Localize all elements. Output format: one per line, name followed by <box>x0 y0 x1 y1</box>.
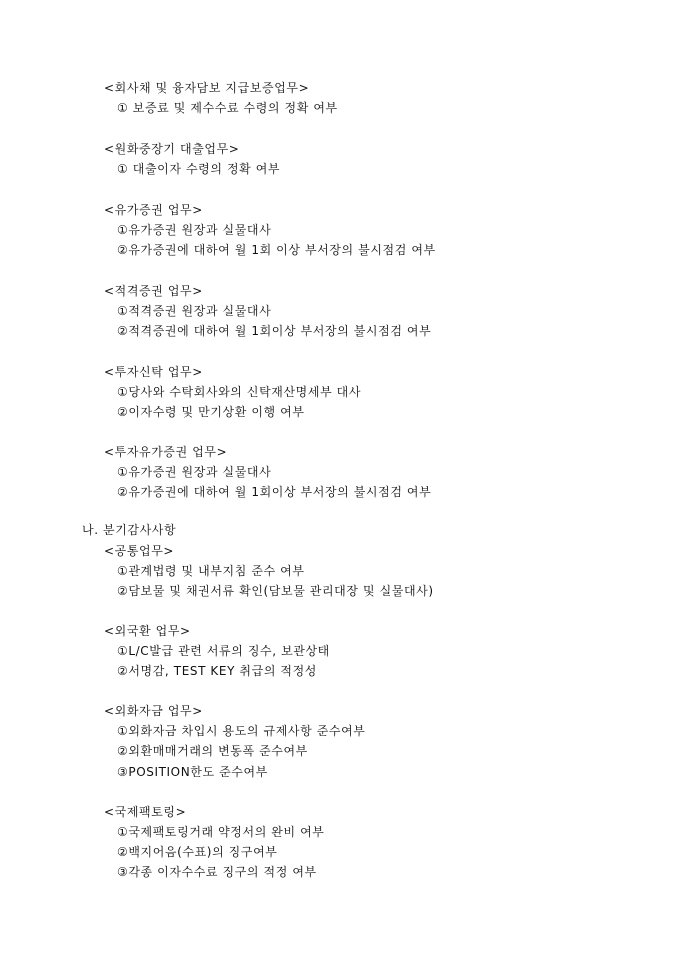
section-heading: <투자신탁 업무> <box>104 365 203 379</box>
list-item: ②유가증권에 대하여 월 1회이상 부서장의 불시점검 여부 <box>117 485 432 499</box>
list-item: ①관계법령 및 내부지침 준수 여부 <box>117 564 305 578</box>
section-heading: <국제팩토링> <box>104 805 187 819</box>
list-item: ①적격증권 원장과 실물대사 <box>117 304 272 318</box>
section-heading: <외국환 업무> <box>104 624 191 638</box>
list-item: ③각종 이자수수료 징구의 적정 여부 <box>117 865 317 879</box>
section-heading: <유가증권 업무> <box>104 203 203 217</box>
list-item: ②서명감, TEST KEY 취급의 적정성 <box>117 664 317 678</box>
list-item: ① 보증료 및 제수수료 수령의 정확 여부 <box>117 101 338 115</box>
list-item: ②이자수령 및 만기상환 이행 여부 <box>117 405 305 419</box>
list-item: ①당사와 수탁회사와의 신탁재산명세부 대사 <box>117 385 362 399</box>
section-heading: <적격증권 업무> <box>104 284 203 298</box>
section-heading: <외화자금 업무> <box>104 704 203 718</box>
section-heading: <원화중장기 대출업무> <box>104 142 240 156</box>
section-heading: <회사채 및 융자담보 지급보증업무> <box>104 81 310 95</box>
list-item: ①국제팩토링거래 약정서의 완비 여부 <box>117 825 325 839</box>
section-title: 나. 분기감사사항 <box>82 523 177 537</box>
list-item: ②백지어음(수표)의 징구여부 <box>117 845 278 859</box>
section-heading: <공통업무> <box>104 544 175 558</box>
list-item: ③POSITION한도 준수여부 <box>117 765 268 779</box>
list-item: ②외환매매거래의 변동폭 준수여부 <box>117 744 308 758</box>
list-item: ①유가증권 원장과 실물대사 <box>117 223 272 237</box>
list-item: ②적격증권에 대하여 월 1회이상 부서장의 불시점검 여부 <box>117 324 432 338</box>
list-item: ②유가증권에 대하여 월 1회 이상 부서장의 불시점검 여부 <box>117 243 436 257</box>
list-item: ①외화자금 차입시 용도의 규제사항 준수여부 <box>117 724 366 738</box>
list-item: ②담보물 및 채권서류 확인(담보물 관리대장 및 실물대사) <box>117 584 434 598</box>
list-item: ①L/C발급 관련 서류의 징수, 보관상태 <box>117 644 330 658</box>
section-heading: <투자유가증권 업무> <box>104 445 228 459</box>
list-item: ①유가증권 원장과 실물대사 <box>117 465 272 479</box>
list-item: ① 대출이자 수령의 정확 여부 <box>117 162 281 176</box>
